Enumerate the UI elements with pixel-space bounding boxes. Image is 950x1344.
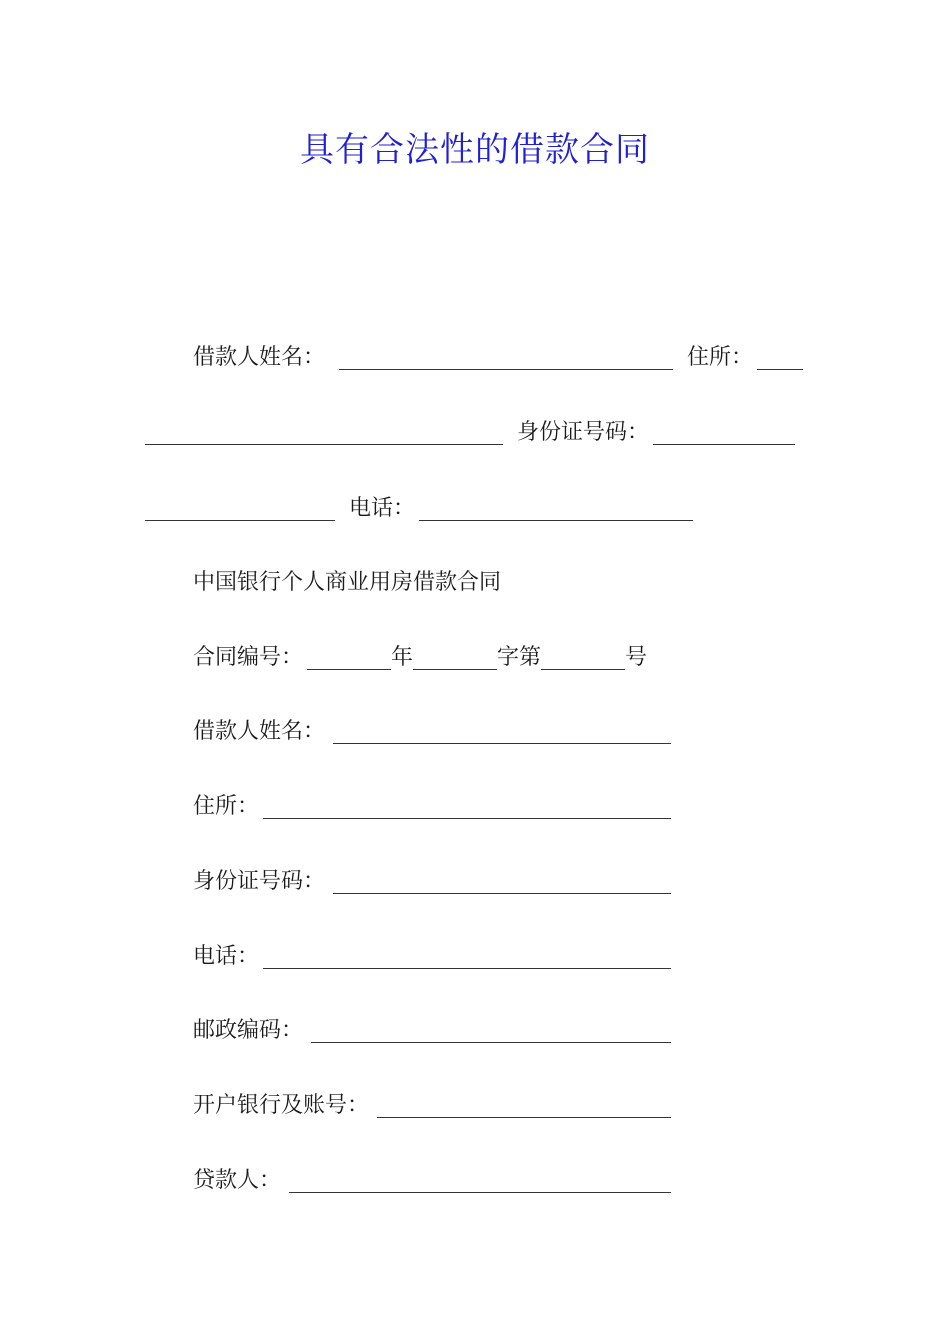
- header-line-3: [145, 494, 693, 524]
- field-address-blank[interactable]: [263, 794, 671, 819]
- field-address-label: 住所：: [193, 794, 260, 819]
- field-phone-blank[interactable]: [263, 944, 671, 969]
- contract-number-label: 合同编号：: [193, 645, 304, 670]
- field-row: [193, 1016, 671, 1046]
- phone-label: 电话：: [349, 496, 416, 521]
- field-postal-code-label: 邮政编码：: [193, 1018, 304, 1043]
- field-row: [193, 1091, 671, 1121]
- field-bank-account-label: 开户银行及账号：: [193, 1093, 370, 1118]
- field-lender-label: 贷款人：: [193, 1168, 282, 1193]
- field-id-number-blank[interactable]: [333, 869, 671, 894]
- field-row: [193, 1166, 671, 1196]
- contract-year-label: 年: [391, 645, 414, 670]
- borrower-name-label: 借款人姓名：: [193, 345, 326, 370]
- field-lender-blank[interactable]: [289, 1168, 671, 1193]
- contract-zi-di-label: 字第: [497, 645, 542, 670]
- contract-year-blank[interactable]: [307, 645, 391, 670]
- id-number-blank-start[interactable]: [653, 420, 795, 445]
- field-id-number-label: 身份证号码：: [193, 869, 326, 894]
- id-number-label: 身份证号码：: [517, 420, 650, 445]
- address-label: 住所：: [687, 345, 754, 370]
- field-bank-account-blank[interactable]: [377, 1093, 671, 1118]
- phone-blank[interactable]: [419, 496, 693, 521]
- contract-heading-line: [193, 568, 501, 598]
- contract-number-blank[interactable]: [541, 645, 625, 670]
- address-blank-start[interactable]: [757, 345, 803, 370]
- field-row: [193, 792, 671, 822]
- contract-hao-label: 号: [625, 645, 648, 670]
- field-row: [193, 942, 671, 972]
- address-blank-continued[interactable]: [145, 420, 503, 445]
- field-borrower-name-blank[interactable]: [333, 719, 671, 744]
- borrower-name-blank[interactable]: [339, 345, 673, 370]
- field-borrower-name-label: 借款人姓名：: [193, 719, 326, 744]
- header-line-1: [193, 343, 803, 373]
- header-line-2: [145, 418, 795, 448]
- id-number-blank-continued[interactable]: [145, 496, 335, 521]
- contract-number-line: [193, 643, 647, 673]
- contract-heading: 中国银行个人商业用房借款合同: [193, 570, 502, 595]
- field-row: [193, 717, 671, 747]
- field-postal-code-blank[interactable]: [311, 1018, 671, 1043]
- document-title: 具有合法性的借款合同: [300, 130, 650, 170]
- field-phone-label: 电话：: [193, 944, 260, 969]
- field-row: [193, 867, 671, 897]
- contract-zi-blank[interactable]: [413, 645, 497, 670]
